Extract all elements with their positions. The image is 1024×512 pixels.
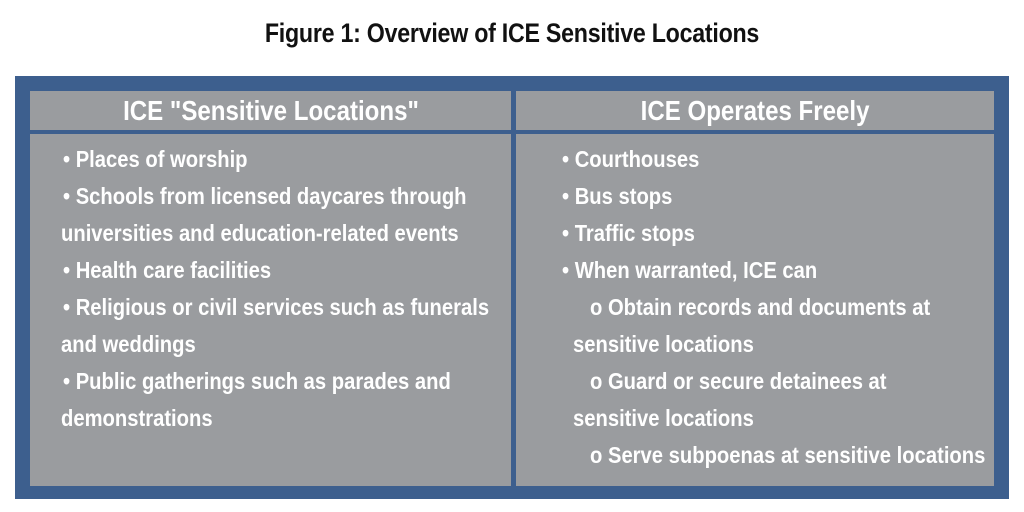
list-item-continuation: and weddings xyxy=(61,331,196,357)
left-column-body xyxy=(30,134,511,486)
left-column-header-label: ICE "Sensitive Locations" xyxy=(122,94,419,126)
list-item: • Places of worship xyxy=(63,146,248,172)
list-item: • Courthouses xyxy=(562,146,700,172)
list-item: • Schools from licensed daycares through xyxy=(63,183,467,209)
list-item-continuation: universities and education-related events xyxy=(61,220,459,246)
list-item: • Health care facilities xyxy=(63,257,272,283)
list-item: • When warranted, ICE can xyxy=(562,257,818,283)
sub-list-item-continuation: sensitive locations xyxy=(573,331,754,357)
sub-list-item-continuation: sensitive locations xyxy=(573,405,754,431)
sub-list-item: o Obtain records and documents at xyxy=(590,294,931,320)
figure-title: Figure 1: Overview of ICE Sensitive Locations xyxy=(264,18,760,48)
right-column-header xyxy=(516,91,994,130)
list-item: • Public gatherings such as parades and xyxy=(63,368,451,394)
sub-list-item: o Serve subpoenas at sensitive locations xyxy=(590,442,986,468)
list-item: • Bus stops xyxy=(562,183,673,209)
sub-list-item: o Guard or secure detainees at xyxy=(590,368,887,394)
list-item-continuation: demonstrations xyxy=(61,405,213,431)
list-item: • Traffic stops xyxy=(562,220,695,246)
right-column-header-label: ICE Operates Freely xyxy=(640,94,870,126)
sensitive-locations-table xyxy=(15,76,1009,499)
list-item: • Religious or civil services such as funerals xyxy=(63,294,490,320)
left-column-header xyxy=(30,91,511,130)
right-column-body xyxy=(516,134,994,486)
